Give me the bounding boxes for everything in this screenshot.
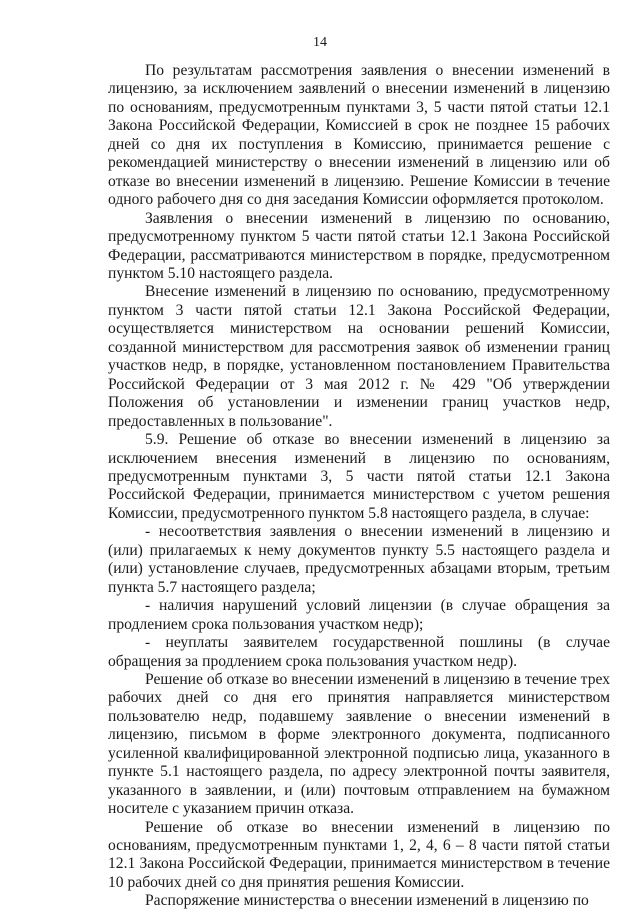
- list-item-license-violations: - наличия нарушений условий лицензии (в случае обращения за продлением срока пользования участком недр);: [108, 597, 610, 633]
- document-body: [108, 62, 610, 911]
- paragraph-point-5-applications: Заявления о внесении изменений в лицензию по основанию, предусмотренному пунктом 5 части пятой статьи 12.1 Закона Российской Федерации, рассматриваются министерством в порядке, предусмотренном пунктом 5.10 настоящего раздела.: [108, 209, 610, 282]
- paragraph-review-results: По результатам рассмотрения заявления о внесении изменений в лицензию, за исключением заявлений о внесении изменений в лицензию по основаниям, предусмотренным пунктами 3, 5 части пятой статьи 12.1 Закона Российской Федерации, Комиссией в срок не позднее 15 рабочих дней со дня их поступления в Комиссию, принимается решение с рекомендацией министерству о внесении изменений в лицензию или об отказе во внесении изменений в лицензию. Решение Комиссии в течение одного рабочего дня со дня заседания Комиссии оформляется протоколом.: [108, 62, 610, 209]
- paragraph-5-9-refusal: 5.9. Решение об отказе во внесении изменений в лицензию за исключением внесения изменений в лицензию по основаниям, предусмотренным пунктами 3, 5 части пятой статьи 12.1 Закона Российской Федерации, принимается министерством с учетом решения Комиссии, предусмотренного пунктом 5.8 настоящего раздела, в случае:: [108, 431, 610, 522]
- list-item-noncompliance: - несоответствия заявления о внесении изменений в лицензию и (или) прилагаемых к нему документов пункту 5.5 настоящего раздела и (или) установление случаев, предусмотренных абзацами вторым, третьим пункта 5.7 настоящего раздела;: [108, 523, 610, 596]
- page-number: 14: [313, 35, 327, 50]
- paragraph-point-3-changes: Внесение изменений в лицензию по основанию, предусмотренному пунктом 3 части пятой статьи 12.1 Закона Российской Федерации, осуществляется министерством на основании решений Комиссии, созданной министерством для рассмотрения заявок об изменении границ участков недр, в порядке, установленном постановлением Правительства Российской Федерации от 3 мая 2012 г. № 429 "Об утверждении Положения об установлении и изменении границ участков недр, предоставленных в пользование".: [108, 283, 610, 430]
- paragraph-refusal-notification: Решение об отказе во внесении изменений в лицензию в течение трех рабочих дней со дня его принятия направляется министерством пользователю недр, подавшему заявление о внесении изменений в лицензию, письмом в форме электронного документа, подписанного усиленной квалифицированной электронной подписью лица, указанного в пункте 5.1 настоящего раздела, по адресу электронной почты заявителя, указанного в заявлении, и (или) почтовым отправлением на бумажном носителе с указанием причин отказа.: [108, 670, 610, 818]
- paragraph-ministry-order: Распоряжение министерства о внесении изменений в лицензию по: [145, 892, 589, 910]
- paragraph-refusal-timeframe: Решение об отказе во внесении изменений в лицензию по основаниям, предусмотренным пунктами 1, 2, 4, 6 – 8 части пятой статьи 12.1 Закона Российской Федерации, принимается министерством в течение 10 рабочих дней со дня принятия решения Комиссии.: [108, 818, 610, 891]
- list-item-unpaid-fee: - неуплаты заявителем государственной пошлины (в случае обращения за продлением срока пользования участком недр).: [108, 634, 610, 670]
